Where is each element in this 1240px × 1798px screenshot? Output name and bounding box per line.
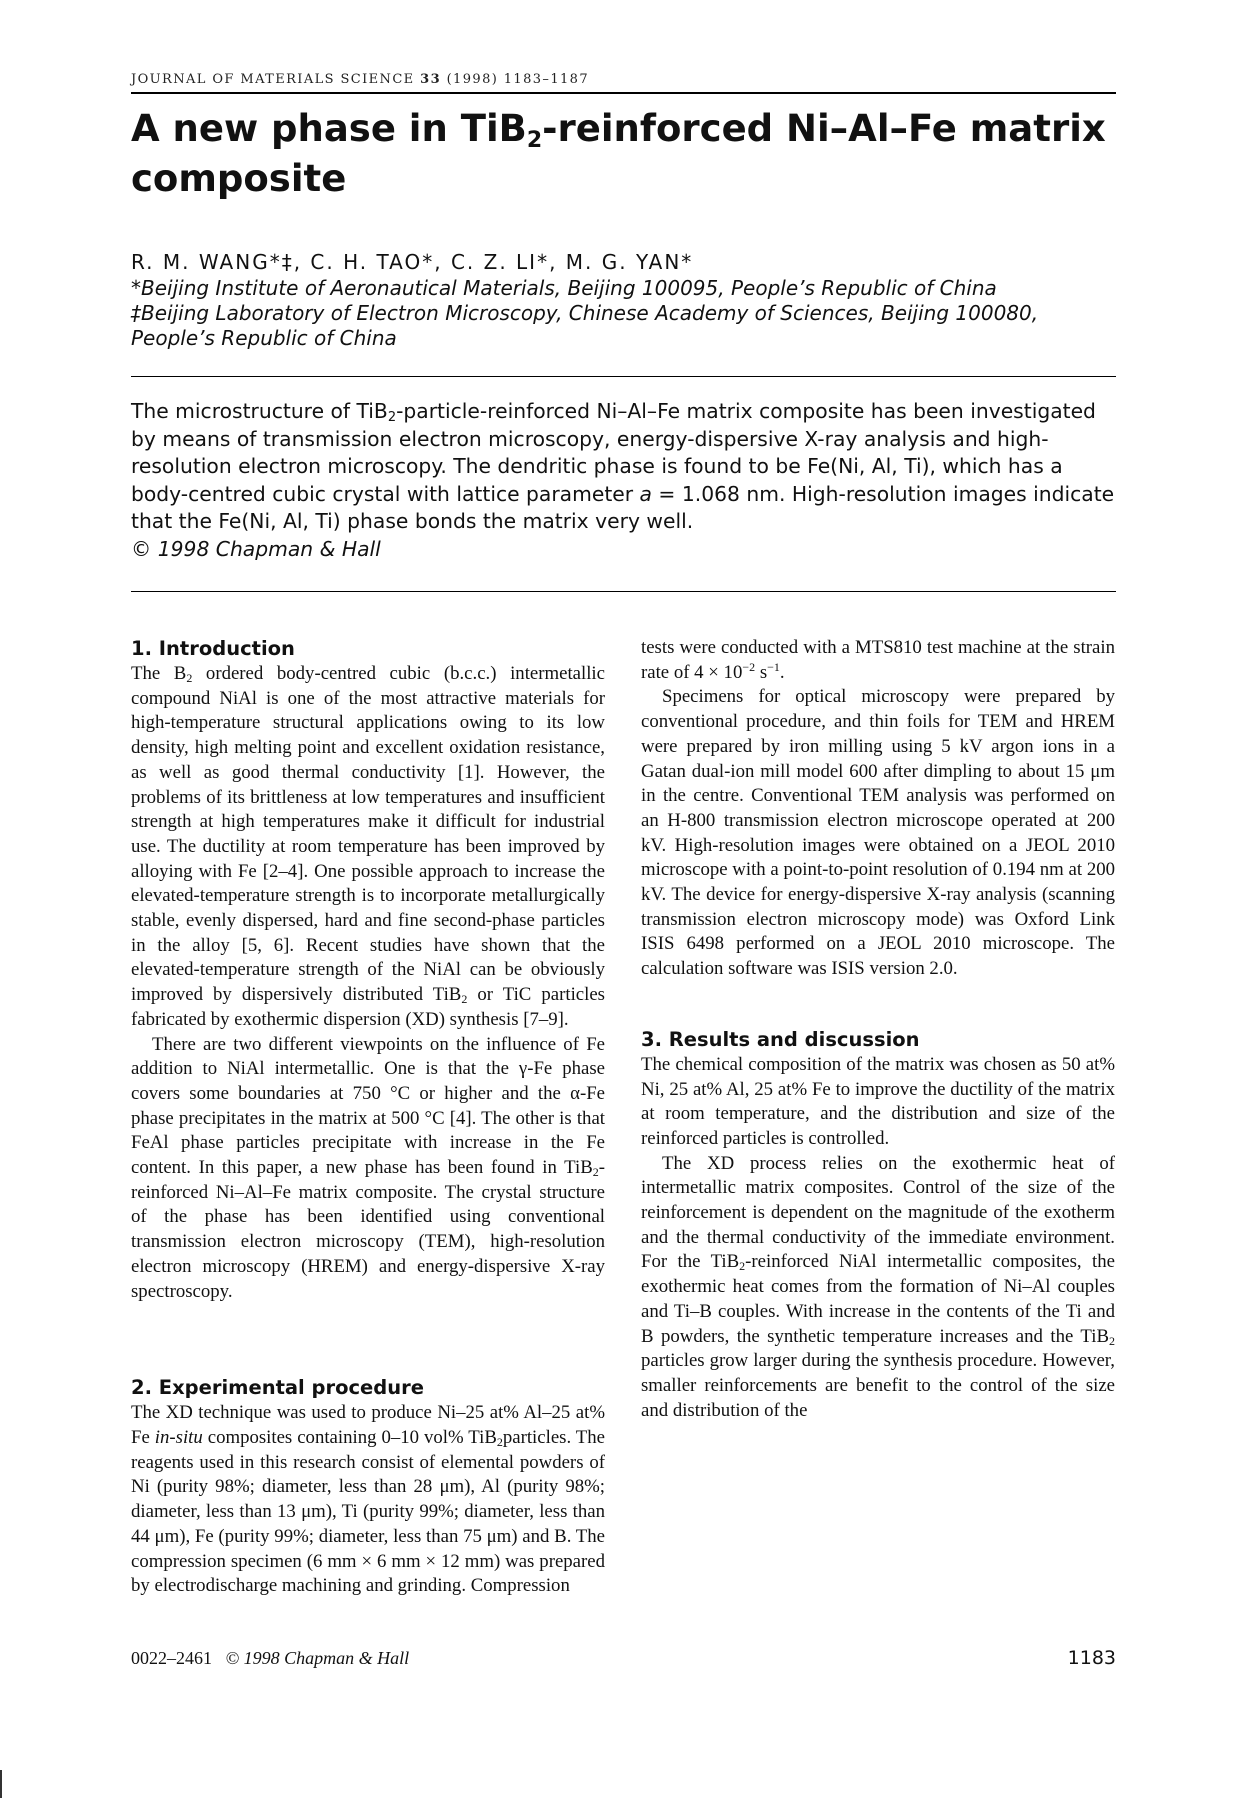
journal-header bbox=[131, 72, 1116, 87]
author-list: R. M. WANG*‡, C. H. TAO*, C. Z. LI*, M. G. YAN* bbox=[131, 250, 694, 274]
journal-volume: 33 bbox=[420, 72, 442, 87]
journal-name: JOURNAL OF MATERIALS SCIENCE bbox=[131, 72, 415, 87]
paragraph: There are two different viewpoints on the influence of Fe addition to NiAl intermetallic. One is that the γ-Fe phase covers some boundaries at 750 °C or higher and the α-Fe phase precipitates in the matrix at 500 °C [4]. The other is that FeAl phase particles precipitate with increase in the Fe content. In this paper, a new phase has been found in TiB$_2$-reinforced Ni–Al–Fe matrix composite. The crystal structure of the phase has been identified using conventional transmission electron microscopy (TEM), high-resolution electron microscopy (HREM) and energy-dispersive X-ray spectroscopy. bbox=[131, 1033, 605, 1302]
paragraph: Specimens for optical microscopy were prepared by conventional procedure, and thin foils for TEM and HREM were prepared by iron milling using 5 kV argon ions in a Gatan dual-ion mill model 600 after dimpling to about 15 μm in the centre. Conventional TEM analysis was performed on an H-800 transmission electron microscope operated at 200 kV. High-resolution images were obtained on a JEOL 2010 microscope with a point-to-point resolution of 0.194 nm at 200 kV. The device for energy-dispersive X-ray analysis (scanning transmission electron microscopy mode) was Oxford Link ISIS 6498 performed on a JEOL 2010 microscope. The calculation software was ISIS version 2.0. bbox=[641, 686, 1115, 980]
paragraph: The $B_2$ ordered body-centred cubic (b.c.c.) intermetallic compound NiAl is one of the most attractive materials for high-temperature structural applications owing to its low density, high melting point and excellent oxidation resistance, as well as good thermal conductivity [1]. However, the problems of its brittleness at low temperatures and insufficient strength at high temperatures make it difficult for industrial use. The ductility at room temperature has been improved by alloying with Fe [2–4]. One possible approach to increase the elevated-temperature strength is to incorporate metallurgically stable, evenly dispersed, hard and fine second-phase particles in the alloy [5, 6]. Recent studies have shown that the elevated-temperature strength of the NiAl can be obviously improved by dispersively distributed TiB$_2$ or TiC particles fabricated by exothermic dispersion (XD) synthesis [7–9]. bbox=[131, 663, 605, 1030]
footer-issn: 0022–2461 © 1998 Chapman & Hall bbox=[131, 1648, 410, 1668]
abstract: The microstructure of TiB$_2$-particle-reinforced Ni–Al–Fe matrix composite has been investigated by means of transmission electron microscopy, energy-dispersive X-ray analysis and high-resolution electron microscopy. The dendritic phase is found to be Fe(Ni, Al, Ti), which has a body-centred cubic crystal with lattice parameter a = 1.068 nm. High-resolution images indicate that the Fe(Ni, Al, Ti) phase bonds the matrix very well. © 1998 Chapman & Hall bbox=[131, 399, 1115, 561]
header-rule bbox=[131, 92, 1116, 94]
footer-copyright: © 1998 Chapman & Hall bbox=[225, 1648, 410, 1668]
paragraph: The XD technique was used to produce Ni–25 at% Al–25 at% Fe in-situ composites containing 0–10 vol% TiB$_2$particles. The reagents used in this research consist of elemental powders of Ni (purity 98%; diameter, less than 28 μm), Al (purity 98%; diameter, less than 13 μm), Ti (purity 99%; diameter, less than 44 μm), Fe (purity 99%; diameter, less than 75 μm) and B. The compression specimen (6 mm × 6 mm × 12 mm) was prepared by electrodischarge machining and grinding. Compression bbox=[131, 1402, 606, 1597]
paragraph: The XD process relies on the exothermic heat of intermetallic matrix composites. Control of the size of the reinforcement is dependent on the magnitude of the exotherm and the thermal conductivity of the immediate environment. For the TiB$_2$-reinforced NiAl intermetallic composites, the exothermic heat comes from the formation of Ni–Al couples and Ti–B couples. With increase in the contents of the Ti and B powders, the synthetic temperature increases and the TiB$_2$ particles grow larger during the synthesis procedure. However, smaller reinforcements are benefit to the control of the size and distribution of the bbox=[641, 1152, 1115, 1421]
paragraph: The chemical composition of the matrix was chosen as 50 at% Ni, 25 at% Al, 25 at% Fe to improve the ductility of the matrix at room temperature, and the distribution and size of the reinforced particles is controlled. bbox=[641, 1053, 1115, 1149]
page-number: 1183 bbox=[1067, 1647, 1116, 1669]
paragraph-continued: tests were conducted with a MTS810 test machine at the strain rate of $4 \times 10^{-2}$ $s^{-1}$. bbox=[641, 637, 1115, 683]
section-heading-introduction: 1. Introduction bbox=[131, 637, 295, 660]
paper-title: A new phase in TiB$_2$-reinforced Ni–Al–Fe matrix composite bbox=[131, 107, 1106, 200]
section-heading-results: 3. Results and discussion bbox=[641, 1027, 920, 1051]
affiliation-2-cont: People’s Republic of China bbox=[131, 326, 397, 350]
journal-year-pages: (1998) 1183–1187 bbox=[446, 72, 590, 87]
right-column bbox=[641, 636, 1115, 1423]
affiliation-2: ‡Beijing Laboratory of Electron Microscopy, Chinese Academy of Sciences, Beijing 100080, bbox=[131, 301, 1039, 325]
abstract-copyright: © 1998 Chapman & Hall bbox=[131, 536, 381, 561]
abstract-top-rule bbox=[131, 376, 1116, 377]
section-heading-experimental: 2. Experimental procedure bbox=[131, 1376, 424, 1400]
scan-margin-mark bbox=[0, 1770, 2, 1798]
affiliation-1: *Beijing Institute of Aeronautical Materials, Beijing 100095, People’s Republic of China bbox=[131, 276, 997, 300]
left-column bbox=[131, 636, 605, 1599]
abstract-bottom-rule bbox=[131, 591, 1116, 592]
